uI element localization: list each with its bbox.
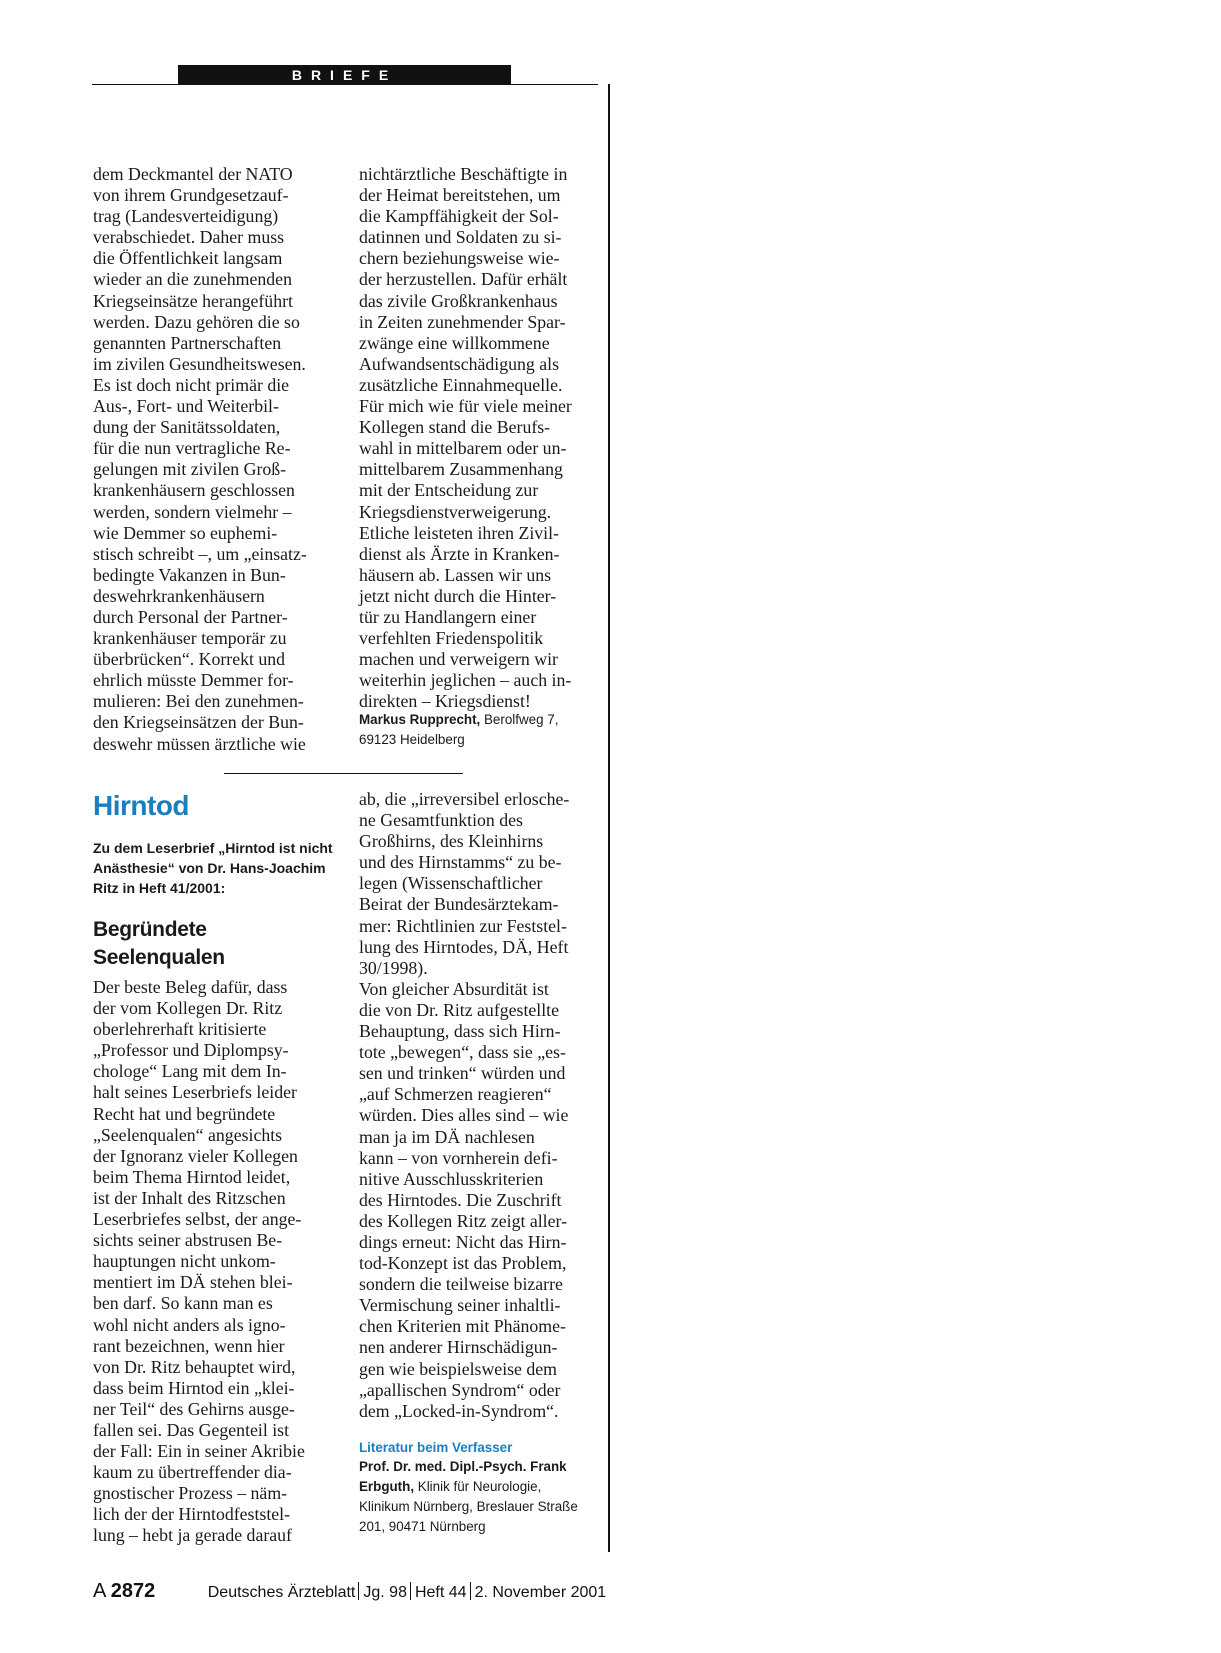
text-line: Seelenqualen [93, 946, 225, 969]
text-line: „Professor und Diplompsy- [93, 1040, 289, 1061]
footer-separator [410, 1582, 411, 1600]
text-line: mit der Entscheidung zur [359, 480, 539, 501]
text-line: Kollegen stand die Berufs- [359, 417, 551, 438]
text-line: sondern die teilweise bizarre [359, 1274, 563, 1295]
text-line: mentiert im DÄ stehen blei- [93, 1272, 293, 1293]
text-line: dem „Locked-in-Syndrom“. [359, 1400, 559, 1421]
footer-separator [470, 1582, 471, 1600]
text-line: direkten – Kriegsdienst! [359, 691, 531, 712]
text-line: verfehlten Friedenspolitik [359, 628, 544, 649]
text-line: Recht hat und begründete [93, 1103, 276, 1124]
text-line: lung – hebt ja gerade darauf [93, 1525, 292, 1546]
letter2-column1 [93, 977, 305, 1547]
text-line: mer: Richtlinien zur Feststel- [359, 915, 567, 936]
text-line: für die nun vertragliche Re- [93, 438, 291, 459]
author-name-line1: Prof. Dr. med. Dipl.-Psych. Frank [359, 1459, 567, 1474]
text-line: wie Demmer so euphemi- [93, 522, 278, 543]
text-line: kann – von vornherein defi- [359, 1147, 558, 1168]
text-line: zwänge eine willkommene [359, 332, 550, 353]
text-line: kaum zu übertreffender dia- [93, 1462, 292, 1483]
text-line: oberlehrerhaft kritisierte [93, 1019, 267, 1040]
text-line: des Hirntodes. Die Zuschrift [359, 1189, 562, 1210]
text-line: wohl nicht anders als igno- [93, 1314, 286, 1335]
text-line: beim Thema Hirntod leidet, [93, 1166, 291, 1187]
text-line: lich der der Hirntodfeststel- [93, 1504, 291, 1525]
text-line: von ihrem Grundgesetzauf- [93, 185, 289, 206]
text-line: durch Personal der Partner- [93, 606, 288, 627]
text-line: Zu dem Leserbrief „Hirntod ist nicht [93, 840, 333, 856]
text-line: das zivile Großkrankenhaus [359, 290, 558, 311]
text-line: 30/1998). [359, 957, 428, 978]
page-prefix: A [93, 1580, 107, 1602]
text-line: überbrücken“. Korrekt und [93, 649, 286, 670]
text-line: nen anderer Hirnschädigun- [359, 1337, 558, 1358]
text-line: zusätzliche Einnahmequelle. [359, 374, 563, 395]
text-line: nitive Ausschlusskriterien [359, 1168, 544, 1189]
text-line: gnostischer Prozess – näm- [93, 1483, 288, 1504]
text-line: ist der Inhalt des Ritzschen [93, 1187, 286, 1208]
letter-headline [93, 916, 225, 972]
text-line: wahl in mittelbarem oder un- [359, 438, 567, 459]
section-separator [224, 773, 463, 774]
text-line: Vermischung seiner inhaltli- [359, 1295, 561, 1316]
text-line: Aus-, Fort- und Weiterbil- [93, 396, 279, 417]
text-line: chern beziehungsweise wie- [359, 248, 560, 269]
letter1-column2 [359, 164, 572, 712]
letter1-signature [359, 710, 558, 750]
author-name: Markus Rupprecht, [359, 712, 481, 727]
text-line: „Seelenqualen“ angesichts [93, 1124, 283, 1145]
journal-name: Deutsches Ärzteblatt [207, 1584, 356, 1601]
text-line: jetzt nicht durch die Hinter- [359, 585, 557, 606]
text-line: im zivilen Gesundheitswesen. [93, 353, 306, 374]
text-line: der Fall: Ein in seiner Akribie [93, 1441, 305, 1462]
text-line: sichts seiner abstrusen Be- [93, 1230, 283, 1251]
text-line: mittelbarem Zusammenhang [359, 459, 563, 480]
text-line: Großhirns, des Kleinhirns [359, 831, 544, 852]
journal-issue: Heft 44 [414, 1584, 467, 1601]
text-line: man ja im DÄ nachlesen [359, 1126, 535, 1147]
rubric-title: Hirntod [93, 790, 190, 821]
text-line: ne Gesamtfunktion des [359, 810, 523, 831]
text-line: ner Teil“ des Gehirns ausge- [93, 1398, 295, 1419]
text-line: des Kollegen Ritz zeigt aller- [359, 1210, 568, 1231]
text-line: Leserbriefes selbst, der ange- [93, 1209, 302, 1230]
text-line: ehrlich müsste Demmer for- [93, 670, 294, 691]
text-line: trag (Landesverteidigung) [93, 206, 279, 227]
text-line: weiterhin jeglichen – auch in- [359, 670, 572, 691]
text-line: Beirat der Bundesärztekam- [359, 894, 559, 915]
text-line: gen wie beispielsweise dem [359, 1358, 558, 1379]
text-line: gelungen mit zivilen Groß- [93, 459, 287, 480]
text-line: in Zeiten zunehmender Spar- [359, 311, 566, 332]
text-line: häusern ab. Lassen wir uns [359, 564, 552, 585]
text-line: datinnen und Soldaten zu si- [359, 227, 562, 248]
section-header-bar [178, 65, 511, 85]
letter2-signature [359, 1457, 578, 1537]
text-line: wieder an die zunehmenden [93, 269, 292, 290]
text-line: den Kriegseinsätzen der Bun- [93, 712, 304, 733]
text-line: werden. Dazu gehören die so [93, 311, 300, 332]
page-footer [93, 1580, 606, 1603]
footer-separator [358, 1582, 359, 1600]
journal-date: 2. November 2001 [474, 1584, 607, 1601]
text-line: dung der Sanitätssoldaten, [93, 417, 281, 438]
letter1-column1 [93, 164, 307, 755]
text-line: mulieren: Bei den zunehmen- [93, 691, 304, 712]
author-clinic: Klinik für Neurologie, [414, 1479, 542, 1494]
column-divider [608, 84, 610, 1552]
text-line: die von Dr. Ritz aufgestellte [359, 999, 559, 1020]
text-line: Der beste Beleg dafür, dass [93, 977, 288, 997]
author-name-line2: Erbguth, [359, 1479, 415, 1494]
text-line: deswehrkrankenhäusern [93, 585, 265, 606]
text-line: Von gleicher Absurdität ist [359, 978, 549, 999]
text-line: ab, die „irreversibel erlosche- [359, 789, 570, 809]
text-line: verabschiedet. Daher muss [93, 227, 285, 248]
text-line: Es ist doch nicht primär die [93, 374, 290, 395]
author-city: 69123 Heidelberg [359, 732, 465, 747]
text-line: krankenhäusern geschlossen [93, 480, 295, 501]
text-line: tod-Konzept ist das Problem, [359, 1253, 567, 1274]
author-address: Berolfweg 7, [480, 712, 559, 727]
text-line: tür zu Handlangern einer [359, 606, 537, 627]
text-line: chologe“ Lang mit dem In- [93, 1061, 287, 1082]
text-line: dem Deckmantel der NATO [93, 164, 293, 184]
text-line: lung des Hirntodes, DÄ, Heft [359, 936, 569, 957]
text-line: werden, sondern vielmehr – [93, 501, 292, 522]
text-line: von Dr. Ritz behauptet wird, [93, 1356, 296, 1377]
author-city: 201, 90471 Nürnberg [359, 1519, 486, 1534]
text-line: ben darf. So kann man es [93, 1293, 273, 1314]
text-line: dass beim Hirntod ein „klei- [93, 1377, 295, 1398]
text-line: krankenhäuser temporär zu [93, 628, 287, 649]
text-line: nichtärztliche Beschäftigte in [359, 164, 568, 184]
reference-note [93, 838, 333, 898]
text-line: der herzustellen. Dafür erhält [359, 269, 568, 290]
text-line: genannten Partnerschaften [93, 332, 282, 353]
literature-note: Literatur beim Verfasser [359, 1440, 513, 1455]
text-line: rant bezeichnen, wenn hier [93, 1335, 285, 1356]
text-line: stisch schreibt –, um „einsatz- [93, 543, 307, 564]
text-line: und des Hirnstamms“ zu be- [359, 852, 562, 873]
text-line: sen und trinken“ würden und [359, 1063, 566, 1084]
journal-volume: Jg. 98 [363, 1584, 407, 1601]
text-line: Behauptung, dass sich Hirn- [359, 1021, 561, 1042]
text-line: die Öffentlichkeit langsam [93, 248, 283, 269]
text-line: Etliche leisteten ihren Zivil- [359, 522, 559, 543]
header-rule [92, 84, 598, 85]
text-line: „auf Schmerzen reagieren“ [359, 1084, 552, 1105]
text-line: Aufwandsentschädigung als [359, 353, 559, 374]
text-line: würden. Dies alles sind – wie [359, 1105, 569, 1126]
text-line: legen (Wissenschaftlicher [359, 873, 543, 894]
text-line: die Kampffähigkeit der Sol- [359, 206, 559, 227]
text-line: hauptungen nicht unkom- [93, 1251, 276, 1272]
text-line: „apallischen Syndrom“ oder [359, 1379, 561, 1400]
section-label: BRIEFE [291, 67, 398, 83]
letter2-column2 [359, 789, 569, 1422]
text-line: der vom Kollegen Dr. Ritz [93, 998, 283, 1019]
text-line: tote „bewegen“, dass sie „es- [359, 1042, 566, 1063]
text-line: Kriegseinsätze herangeführt [93, 290, 293, 311]
text-line: machen und verweigern wir [359, 649, 558, 670]
text-line: Ritz in Heft 41/2001: [93, 880, 226, 896]
text-line: bedingte Vakanzen in Bun- [93, 564, 286, 585]
text-line: fallen sei. Das Gegenteil ist [93, 1419, 290, 1440]
text-line: deswehr müssen ärztliche wie [93, 733, 306, 754]
text-line: halt seines Leserbriefs leider [93, 1082, 297, 1103]
page-number: 2872 [110, 1580, 156, 1602]
text-line: chen Kriterien mit Phänome- [359, 1316, 566, 1337]
text-line: dings erneut: Nicht das Hirn- [359, 1231, 567, 1252]
author-street: Klinikum Nürnberg, Breslauer Straße [359, 1499, 578, 1514]
text-line: Begründete [93, 918, 207, 941]
text-line: der Ignoranz vieler Kollegen [93, 1145, 298, 1166]
text-line: Anästhesie“ von Dr. Hans-Joachim [93, 860, 326, 876]
text-line: dienst als Ärzte in Kranken- [359, 543, 560, 564]
text-line: Für mich wie für viele meiner [359, 396, 572, 417]
text-line: der Heimat bereitstehen, um [359, 185, 561, 206]
text-line: Kriegsdienstverweigerung. [359, 501, 552, 522]
